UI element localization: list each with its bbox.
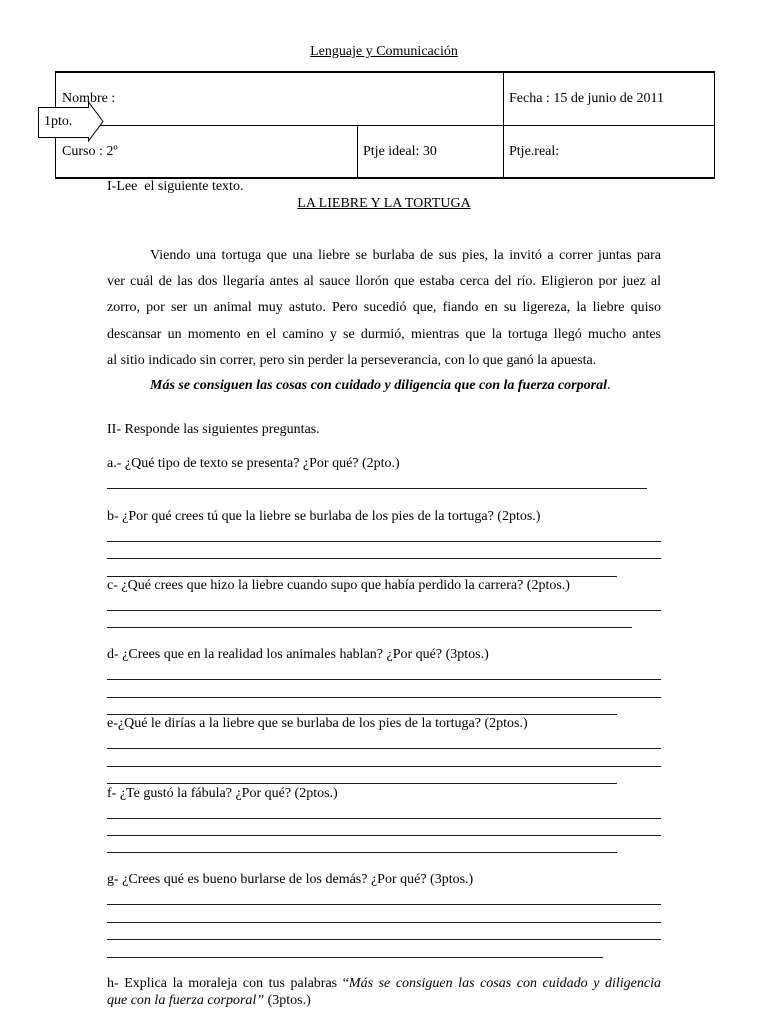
question-text: f- ¿Te gustó la fábula? ¿Por qué? (2ptos.) bbox=[107, 786, 338, 801]
story-moral bbox=[150, 377, 610, 394]
section-1-instruction: I-Lee el siguiente texto. bbox=[107, 179, 244, 194]
nombre-field: Nombre : bbox=[62, 91, 116, 106]
story-title: LA LIEBRE Y LA TORTUGA bbox=[297, 196, 471, 211]
question-h-suffix: (3ptos.) bbox=[264, 993, 311, 1008]
points-callout-label: 1pto. bbox=[44, 114, 73, 129]
curso-field: Curso : 2º bbox=[62, 144, 118, 159]
answer-line bbox=[107, 939, 661, 940]
question-text: a.- ¿Qué tipo de texto se presenta? ¿Por qué? (2pto.) bbox=[107, 456, 400, 471]
question-text: d- ¿Crees que en la realidad los animales hablan? ¿Por qué? (3ptos.) bbox=[107, 647, 489, 662]
answer-line bbox=[107, 904, 661, 905]
points-callout-arrow bbox=[36, 99, 106, 145]
question-text: e-¿Qué le dirías a la liebre que se burlaba de los pies de la tortuga? (2ptos.) bbox=[107, 716, 528, 731]
answer-line bbox=[107, 679, 661, 680]
answer-line bbox=[107, 488, 647, 489]
ptje-ideal-field: Ptje ideal: 30 bbox=[363, 144, 437, 159]
story-line: ver cuál de las dos llegaría antes al sauce llorón que estaba cerca del río. Eligieron por juez al bbox=[107, 274, 661, 289]
answer-line bbox=[107, 766, 661, 767]
story-line: descansar un momento en el camino y se durmió, mientras que la tortuga llegó mucho antes bbox=[107, 327, 661, 342]
answer-line bbox=[107, 835, 661, 836]
ptje-real-field: Ptje.real: bbox=[509, 144, 560, 159]
answer-line bbox=[107, 541, 661, 542]
moral-period: . bbox=[606, 378, 611, 393]
question-h-prefix: h- Explica la moraleja con tus palabras “ bbox=[107, 976, 349, 991]
answer-line bbox=[107, 922, 661, 923]
answer-line bbox=[107, 748, 661, 749]
table-column-divider bbox=[357, 125, 358, 177]
question-text-line bbox=[107, 975, 661, 992]
student-info-table bbox=[55, 71, 715, 179]
answer-line bbox=[107, 852, 617, 853]
answer-line bbox=[107, 783, 617, 784]
answer-line bbox=[107, 558, 661, 559]
story-line: al sitio indicado sin correr, pero sin perder la perseverancia, con lo que ganó la apuesta. bbox=[107, 353, 597, 368]
answer-line bbox=[107, 818, 661, 819]
moral-text: Más se consiguen las cosas con cuidado y diligencia que con la fuerza corporal bbox=[150, 378, 607, 393]
section-2-instruction: II- Responde las siguientes preguntas. bbox=[107, 422, 320, 437]
question-text: b- ¿Por qué crees tú que la liebre se burlaba de los pies de la tortuga? (2ptos.) bbox=[107, 509, 541, 524]
question-text: c- ¿Qué crees que hizo la liebre cuando supo que había perdido la carrera? (2ptos.) bbox=[107, 578, 570, 593]
story-line: zorro, por ser un animal muy astuto. Pero sucedió que, fiando en su ligereza, la liebre quiso bbox=[107, 300, 661, 315]
table-column-divider bbox=[503, 73, 504, 177]
question-h-quote: Más se consiguen las cosas con cuidado y diligencia bbox=[348, 976, 662, 991]
answer-line bbox=[107, 697, 661, 698]
question-text-line bbox=[107, 992, 311, 1009]
answer-line bbox=[107, 610, 661, 611]
subject-title: Lenguaje y Comunicación bbox=[310, 44, 458, 59]
answer-line bbox=[107, 957, 603, 958]
question-h-quote: que con la fuerza corporal” bbox=[107, 993, 265, 1008]
story-line: Viendo una tortuga que una liebre se burlaba de sus pies, la invitó a correr juntas para bbox=[150, 248, 661, 263]
fecha-field: Fecha : 15 de junio de 2011 bbox=[509, 91, 665, 106]
answer-line bbox=[107, 627, 632, 628]
question-text: g- ¿Crees qué es bueno burlarse de los demás? ¿Por qué? (3ptos.) bbox=[107, 872, 474, 887]
